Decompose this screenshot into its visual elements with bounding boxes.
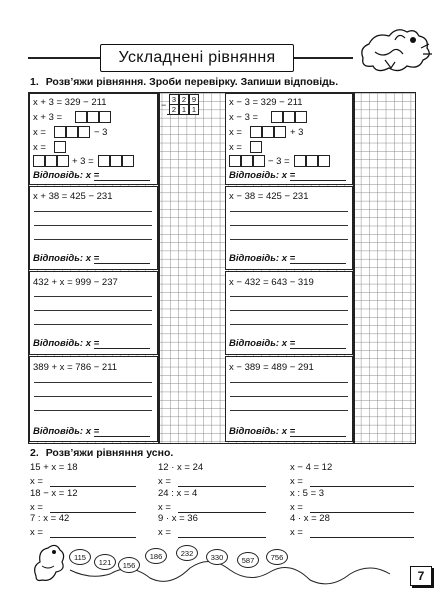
chain-number: 232 — [176, 545, 198, 561]
dragon-illustration — [355, 18, 435, 80]
example-left-line2: x + 3 = — [33, 112, 63, 123]
example-left-line5-mid: + 3 = — [72, 156, 94, 167]
oral-equation: x − 4 = 12 — [290, 462, 333, 473]
equation-text: 389 + x = 786 − 211 — [33, 362, 118, 373]
work-line[interactable] — [34, 382, 152, 383]
oral-equation: 9 · x = 36 — [158, 513, 198, 524]
answer-line[interactable] — [94, 263, 150, 264]
example-panel-right — [225, 93, 353, 185]
work-line[interactable] — [230, 382, 348, 383]
title-rule-right — [293, 57, 353, 59]
answer-label: Відповідь: x = — [229, 253, 296, 264]
example-right-line4: x = — [229, 142, 242, 153]
work-line[interactable] — [230, 239, 348, 240]
equation-panel-left-2 — [29, 271, 158, 355]
answer-cell[interactable] — [283, 111, 295, 123]
work-line[interactable] — [230, 324, 348, 325]
answer-cell[interactable] — [262, 126, 274, 138]
oral-answer-label: x = — [158, 527, 171, 538]
task1-instruction: Розв’яжи рівняння. Зроби перевірку. Запиши відповідь. — [45, 76, 339, 88]
answer-label: Відповідь: x = — [229, 170, 296, 181]
equation-text: x + 38 = 425 − 231 — [33, 191, 113, 202]
oral-answer-line[interactable] — [310, 537, 414, 538]
check-cell[interactable] — [110, 155, 122, 167]
example-right-line5-mid: − 3 = — [268, 156, 290, 167]
task2-instruction: Розв’яжи рівняння усно. — [45, 447, 174, 459]
oral-answer-label: x = — [290, 527, 303, 538]
check-cell[interactable] — [229, 155, 241, 167]
work-line[interactable] — [230, 225, 348, 226]
work-line[interactable] — [34, 211, 152, 212]
oral-answer-line[interactable] — [50, 486, 136, 487]
answer-label: Відповідь: x = — [229, 338, 296, 349]
title-rule-left — [28, 57, 100, 59]
example-right-line2: x − 3 = — [229, 112, 259, 123]
work-line[interactable] — [34, 396, 152, 397]
chain-number: 121 — [94, 554, 116, 570]
equation-panel-left-1 — [29, 186, 158, 270]
answer-cell[interactable] — [99, 111, 111, 123]
answer-cell[interactable] — [87, 111, 99, 123]
equation-text: 432 + x = 999 − 237 — [33, 277, 118, 288]
answer-label: Відповідь: x = — [229, 426, 296, 437]
equation-panel-right-3 — [225, 356, 353, 442]
work-line[interactable] — [34, 225, 152, 226]
check-cell[interactable] — [306, 155, 318, 167]
answer-line[interactable] — [94, 436, 150, 437]
equation-text: x − 432 = 643 − 319 — [229, 277, 314, 288]
column-calc-sign: − — [161, 100, 167, 110]
work-line[interactable] — [34, 239, 152, 240]
check-cell[interactable] — [98, 155, 110, 167]
answer-label: Відповідь: x = — [33, 170, 100, 181]
answer-line[interactable] — [290, 263, 346, 264]
answer-cell[interactable] — [295, 111, 307, 123]
chain-number: 156 — [118, 557, 140, 573]
answer-cell[interactable] — [274, 126, 286, 138]
page-title-text: Ускладнені рівняння — [118, 49, 276, 66]
oral-equation: 7 : x = 42 — [30, 513, 70, 524]
equation-panel-left-3 — [29, 356, 158, 442]
answer-cell[interactable] — [54, 126, 66, 138]
oral-answer-label: x = — [30, 502, 43, 513]
example-left-line3: x = — [33, 127, 46, 138]
oral-equation: 4 · x = 28 — [290, 513, 330, 524]
task2-number: 2. — [30, 447, 39, 459]
answer-line[interactable] — [290, 436, 346, 437]
grid-divider-1 — [158, 92, 160, 443]
work-line[interactable] — [230, 211, 348, 212]
oral-equation: 15 + x = 18 — [30, 462, 78, 473]
oral-equation: 12 · x = 24 — [158, 462, 204, 473]
task1-number: 1. — [30, 76, 39, 88]
oral-answer-label: x = — [290, 502, 303, 513]
chain-number: 330 — [206, 549, 228, 565]
check-cell[interactable] — [45, 155, 57, 167]
answer-cell[interactable] — [271, 111, 283, 123]
answer-cell[interactable] — [66, 126, 78, 138]
calc-top-digit: 2 — [179, 94, 189, 105]
oral-answer-label: x = — [30, 476, 43, 487]
example-left-line1: x + 3 = 329 − 211 — [33, 97, 107, 108]
oral-answer-label: x = — [290, 476, 303, 487]
check-cell[interactable] — [57, 155, 69, 167]
work-line[interactable] — [230, 296, 348, 297]
oral-answer-line[interactable] — [178, 486, 266, 487]
dragon-small-illustration — [30, 536, 70, 584]
example-panel-left — [29, 93, 158, 185]
task2-heading — [30, 447, 173, 459]
answer-line[interactable] — [290, 180, 346, 181]
check-cell[interactable] — [241, 155, 253, 167]
answer-label: Відповідь: x = — [33, 253, 100, 264]
example-right-line1: x − 3 = 329 − 211 — [229, 97, 303, 108]
work-line[interactable] — [34, 296, 152, 297]
example-right-line3: x = — [229, 127, 242, 138]
equation-panel-right-1 — [225, 186, 353, 270]
example-left-line4: x = — [33, 142, 46, 153]
chain-number: 115 — [69, 549, 91, 565]
work-line[interactable] — [230, 410, 348, 411]
work-line[interactable] — [34, 410, 152, 411]
chain-number: 186 — [145, 548, 167, 564]
page-number: 7 — [410, 566, 432, 586]
equation-text: x − 38 = 425 − 231 — [229, 191, 309, 202]
answer-label: Відповідь: x = — [33, 338, 100, 349]
oral-equation: x : 5 = 3 — [290, 488, 325, 499]
oral-answer-line[interactable] — [178, 537, 266, 538]
oral-answer-label: x = — [30, 527, 43, 538]
check-cell[interactable] — [294, 155, 306, 167]
oral-answer-label: x = — [158, 502, 171, 513]
grid-divider-2 — [353, 92, 355, 443]
check-cell[interactable] — [33, 155, 45, 167]
example-right-line3-tail: + 3 — [290, 127, 304, 138]
oral-equation: 18 − x = 12 — [30, 488, 78, 499]
equation-panel-right-2 — [225, 271, 353, 355]
answer-cell[interactable] — [75, 111, 87, 123]
chain-number: 587 — [237, 552, 259, 568]
check-cell[interactable] — [253, 155, 265, 167]
check-cell[interactable] — [318, 155, 330, 167]
answer-line[interactable] — [290, 348, 346, 349]
chain-number: 756 — [266, 549, 288, 565]
work-line[interactable] — [230, 310, 348, 311]
check-cell[interactable] — [122, 155, 134, 167]
answer-line[interactable] — [94, 180, 150, 181]
answer-line[interactable] — [94, 348, 150, 349]
answer-cell[interactable] — [250, 126, 262, 138]
equation-text: x − 389 = 489 − 291 — [229, 362, 314, 373]
example-left-line3-tail: − 3 — [94, 127, 108, 138]
work-line[interactable] — [230, 396, 348, 397]
answer-cell[interactable] — [78, 126, 90, 138]
answer-cell[interactable] — [250, 141, 262, 153]
calc-top-digit: 9 — [189, 94, 199, 105]
oral-equation: 24 : x = 4 — [158, 488, 198, 499]
answer-label: Відповідь: x = — [33, 426, 100, 437]
calc-top-digit: 3 — [169, 94, 179, 105]
calc-underline — [167, 114, 199, 115]
work-line[interactable] — [34, 310, 152, 311]
page-title — [100, 44, 294, 72]
answer-cell[interactable] — [54, 141, 66, 153]
oral-answer-line[interactable] — [310, 486, 414, 487]
oral-answer-label: x = — [158, 476, 171, 487]
calc-bottom-digit: 1 — [179, 104, 189, 115]
calc-bottom-digit: 1 — [189, 104, 199, 115]
task1-heading — [30, 76, 338, 88]
calc-bottom-digit: 2 — [169, 104, 179, 115]
work-line[interactable] — [34, 324, 152, 325]
